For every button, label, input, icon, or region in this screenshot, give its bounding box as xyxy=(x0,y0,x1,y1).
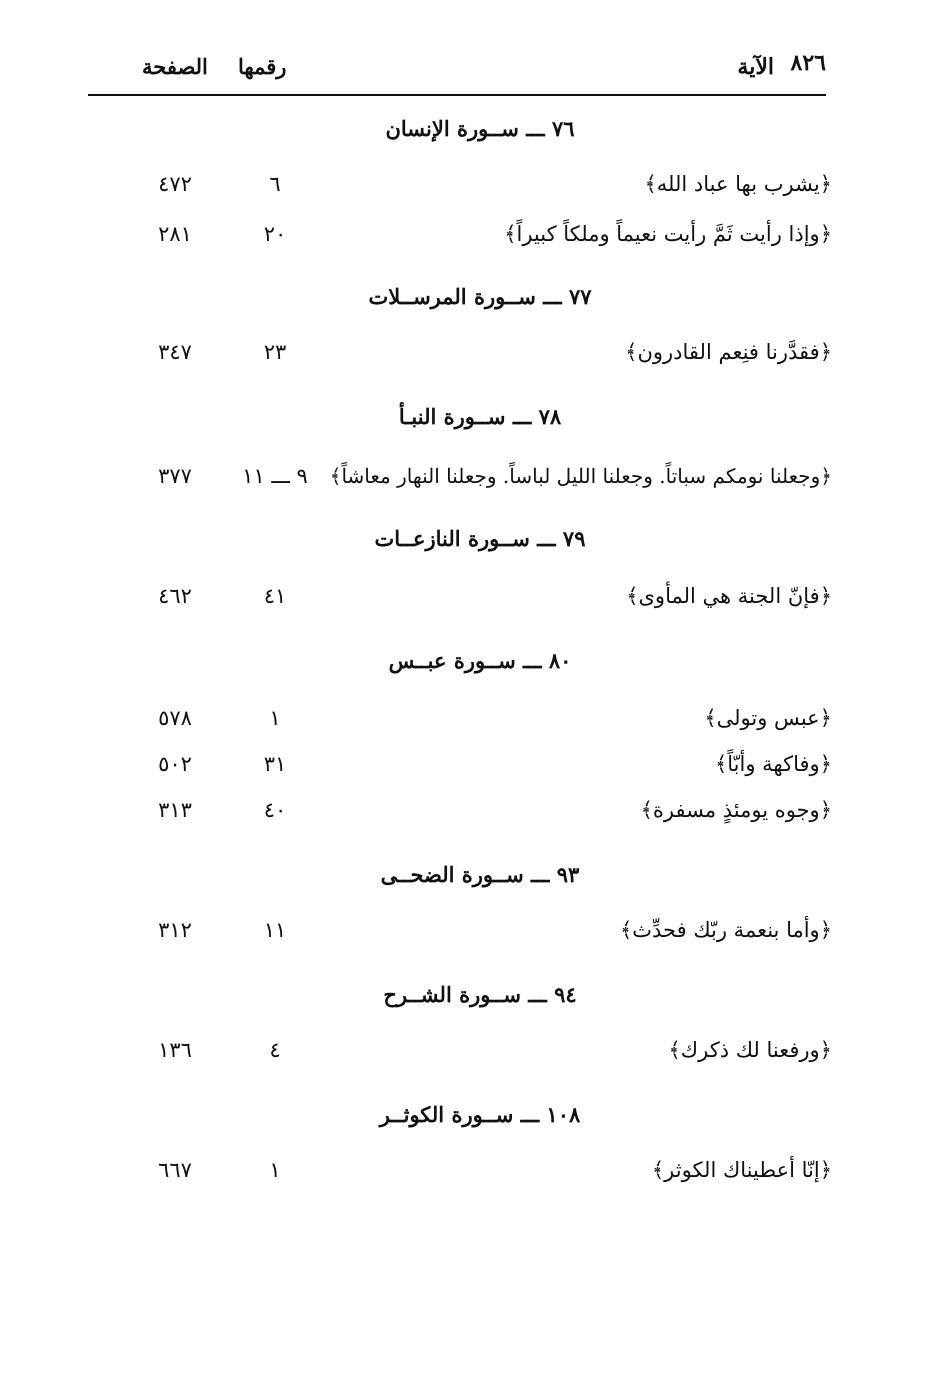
page-ref: ٥٠٢ xyxy=(158,752,192,776)
verse-number: ٩ ـــ ١١ xyxy=(242,464,308,488)
index-row xyxy=(0,752,950,786)
surah-heading: ٧٩ ـــ ســورة النازعــات xyxy=(374,526,586,551)
verse-number: ٢٠ xyxy=(263,222,287,246)
verse-number: ٤١ xyxy=(263,584,287,608)
verse-number: ٤ xyxy=(269,1038,281,1062)
index-row xyxy=(0,1038,950,1072)
surah-heading: ٧٧ ـــ ســورة المرســلات xyxy=(368,284,592,309)
page-number: ٨٢٦ xyxy=(790,50,826,76)
verse-text: ﴿وأما بنعمة ربّك فحدِّث﴾ xyxy=(619,918,832,942)
verse-number: ١ xyxy=(269,1158,281,1182)
surah-heading: ٨٠ ـــ ســورة عبــس xyxy=(388,648,572,673)
page-ref: ٢٨١ xyxy=(158,222,192,246)
surah-heading: ٧٨ ـــ ســورة النبـأ xyxy=(398,404,562,429)
page-ref: ٥٧٨ xyxy=(158,706,192,730)
verse-number: ٢٣ xyxy=(263,340,287,364)
verse-number: ٤٠ xyxy=(263,798,287,822)
index-row xyxy=(0,464,950,498)
page-ref: ٦٦٧ xyxy=(158,1158,192,1182)
column-header-verse: الآية xyxy=(737,54,774,80)
verse-text: ﴿وفاكهة وأبّاً﴾ xyxy=(714,752,832,776)
surah-heading: ٧٦ ـــ ســورة الإنسان xyxy=(385,116,575,141)
index-row xyxy=(0,1158,950,1192)
column-header-number: رقمها xyxy=(238,54,287,79)
verse-number: ١ xyxy=(269,706,281,730)
index-row xyxy=(0,222,950,256)
surah-heading: ٩٤ ـــ ســورة الشــرح xyxy=(383,982,577,1007)
verse-text: ﴿وإذا رأيت ثَمَّ رأيت نعيماً وملكاً كبيراً﴾ xyxy=(504,222,832,246)
index-row xyxy=(0,798,950,832)
index-row xyxy=(0,584,950,618)
verse-text: ﴿عبس وتولى﴾ xyxy=(704,706,832,730)
verse-text: ﴿وجعلنا نومكم سباتاً. وجعلنا الليل لباساً. وجعلنا النهار معاشاً﴾ xyxy=(329,464,832,488)
verse-text: ﴿فقدَّرنا فنِعم القادرون﴾ xyxy=(625,340,832,364)
verse-number: ١١ xyxy=(263,918,287,942)
surah-heading: ١٠٨ ـــ ســورة الكوثــر xyxy=(379,1102,581,1127)
index-row xyxy=(0,918,950,952)
page-ref: ٤٧٢ xyxy=(158,172,192,196)
index-row xyxy=(0,340,950,374)
page-ref: ٣٤٧ xyxy=(158,340,192,364)
index-row xyxy=(0,172,950,206)
verse-text: ﴿إنّا أعطيناك الكوثر﴾ xyxy=(651,1158,832,1182)
page-ref: ١٣٦ xyxy=(158,1038,192,1062)
verse-number: ٦ xyxy=(269,172,281,196)
page-ref: ٤٦٢ xyxy=(158,584,192,608)
verse-text: ﴿فإنّ الجنة هي المأوى﴾ xyxy=(626,584,832,608)
column-header-page: الصفحة xyxy=(142,54,208,79)
verse-text: ﴿ورفعنا لك ذكرك﴾ xyxy=(668,1038,832,1062)
verse-text: ﴿يشرب بها عباد الله﴾ xyxy=(644,172,832,196)
surah-heading: ٩٣ ـــ ســورة الضحــى xyxy=(380,862,580,887)
index-row xyxy=(0,706,950,740)
verse-text: ﴿وجوه يومئذٍ مسفرة﴾ xyxy=(640,798,832,822)
page-ref: ٣١٢ xyxy=(158,918,192,942)
page-ref: ٣١٣ xyxy=(158,798,192,822)
verse-number: ٣١ xyxy=(263,752,287,776)
page-ref: ٣٧٧ xyxy=(158,464,192,488)
